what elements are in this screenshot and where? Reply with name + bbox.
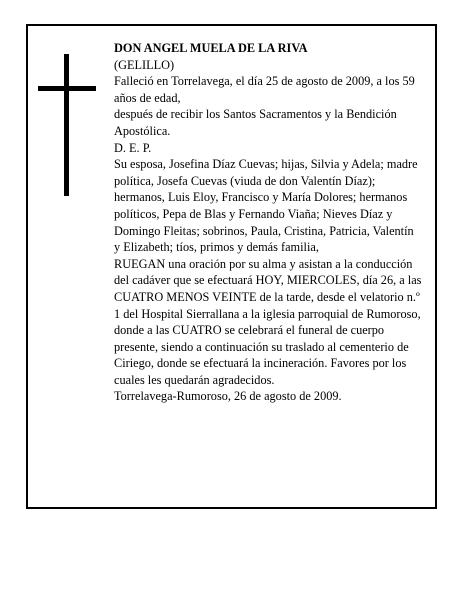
deceased-name: DON ANGEL MUELA DE LA RIVA [114,41,308,55]
dep-abbreviation: D. E. P. [114,140,152,155]
cross-icon-horizontal-bar [38,86,96,91]
obituary-text [114,40,422,405]
death-statement: Falleció en Torrelavega, el día 25 de agosto de 2009, a los 59 años de edad, [114,74,415,105]
deceased-nickname: (GELILLO) [114,57,175,72]
funeral-request: RUEGAN una oración por su alma y asistan a la conducción del cadáver que se efectuará HOY, MIERCOLES, día 26, a las CUATRO MENOS VEINTE de la tarde, desde el velatorio n.º 1 del Hospital Sierrallana a la iglesia parroquial de Rumoroso, donde a las CUATRO se celebrará el funeral de cuerpo presente, siendo a continuación su traslado al cementerio de Ciriego, donde se efectuará la incineración. Favores por los cuales les quedarán agradecidos. [114,256,422,387]
sacraments-statement: después de recibir los Santos Sacramentos y la Bendición Apostólica. [114,107,397,138]
family-list: Su esposa, Josefina Díaz Cuevas; hijas, Silvia y Adela; madre política, Josefa Cuevas (viuda de don Valentín Díaz); hermanos, Luis Eloy, Francisco y María Dolores; hermanos políticos, Pepa de Blas y Fernando Viaña; Nieves Díaz y Domingo Fleitas; sobrinos, Paula, Cristina, Patricia, Valentín y Elizabeth; tíos, primos y demás familia, [114,157,418,255]
place-and-date: Torrelavega-Rumoroso, 26 de agosto de 2009. [114,389,342,404]
cross-icon-vertical-bar [64,54,69,196]
